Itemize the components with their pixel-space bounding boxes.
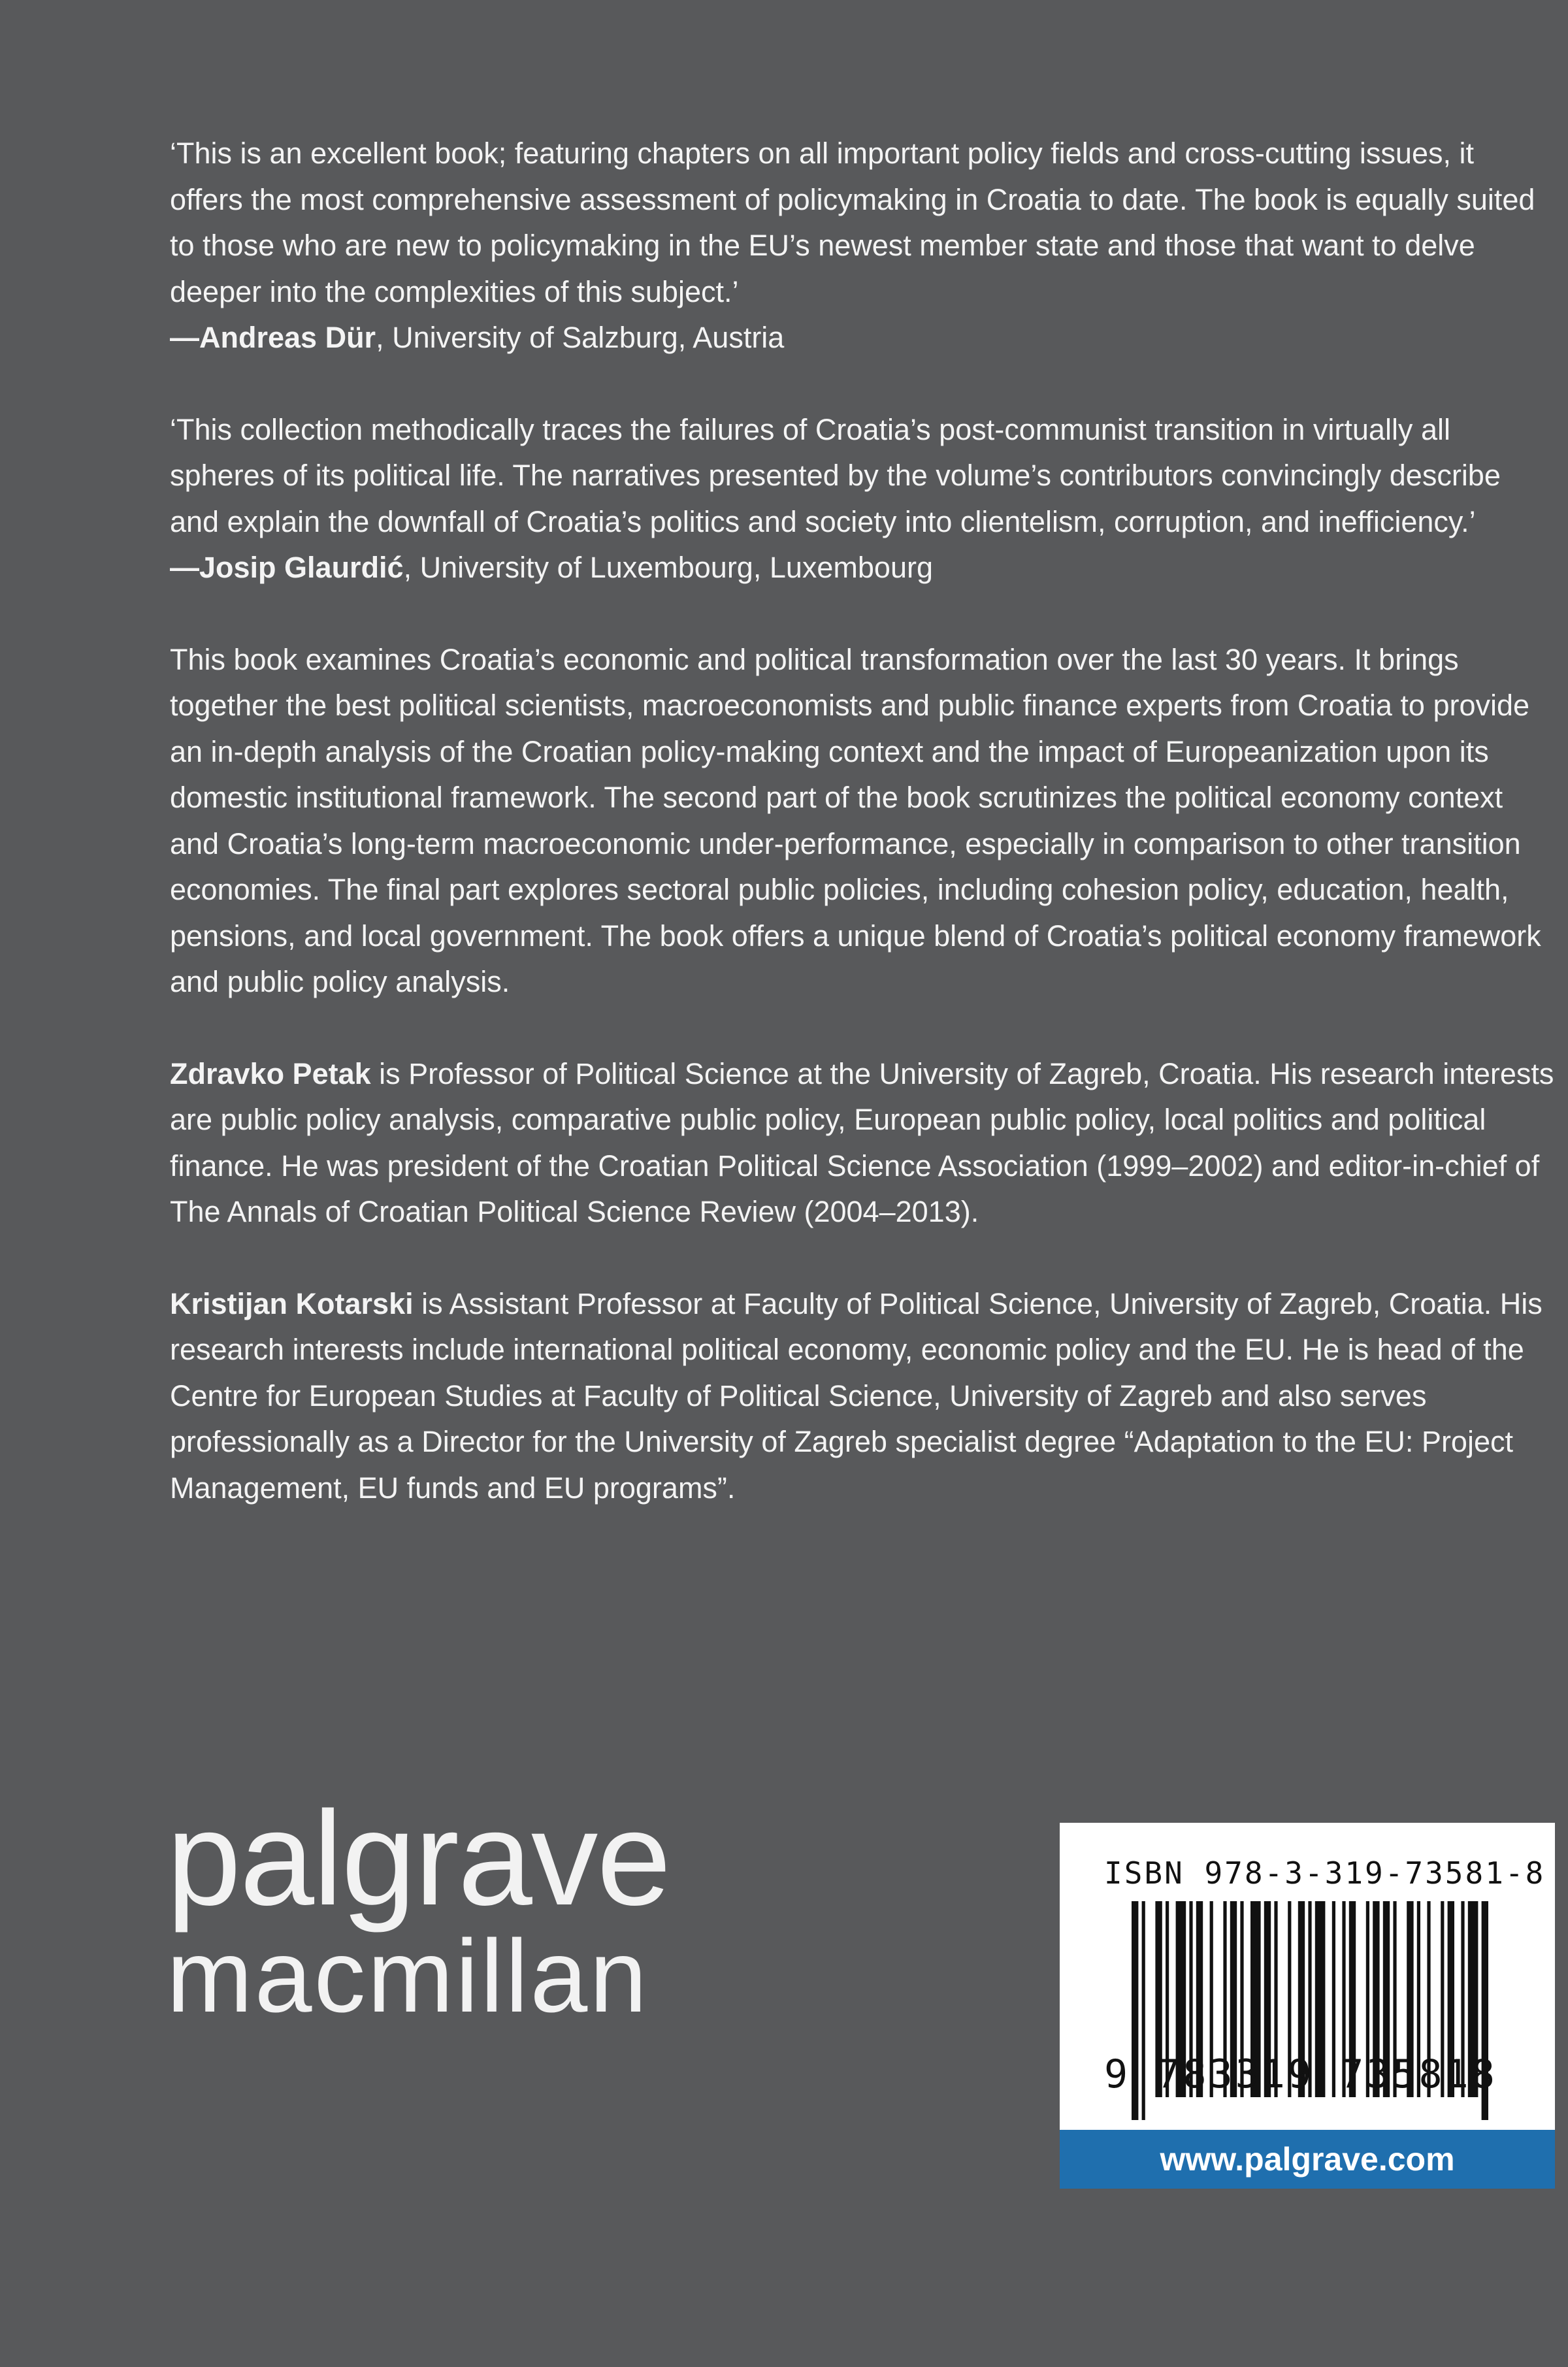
author-bio-1 bbox=[170, 1051, 1555, 1235]
book-description bbox=[170, 637, 1555, 1005]
quote-text: ‘This collection methodically traces the failures of Croatia’s post-communist transition in virtually all spheres of its political life. The narratives presented by the volume’s contributors convincingly describe and explain the downfall of Croatia’s politics and society into clientelism, corruption, and inefficiency.’ bbox=[170, 412, 1501, 538]
quote-text: ‘This is an excellent book; featuring chapters on all important policy fields and cross-cutting issues, it offers the most comprehensive assessment of policymaking in Croatia to date. The book is equally suited to those who are new to policymaking in the EU’s newest member state and those that want to delve deeper into the complexities of this subject.’ bbox=[170, 137, 1535, 308]
author-bio-text bbox=[170, 1051, 1555, 1235]
quote-attribution bbox=[170, 545, 1555, 591]
author-bio: is Assistant Professor at Faculty of Political Science, University of Zagreb, Croatia. His research interests include international political economy, economic policy and the EU. He is head of the Centre for European Studies at Faculty of Political Science, University of Zagreb and also serves professionally as a Director for the University of Zagreb specialist degree “Adaptation to the EU: Project Management, EU funds and EU programs”. bbox=[170, 1286, 1543, 1505]
quote-attribution bbox=[170, 315, 1555, 361]
author-bio-text bbox=[170, 1281, 1555, 1512]
barcode-digits: 9 783319 735818 bbox=[1104, 2051, 1497, 2097]
publisher-logo bbox=[167, 1784, 689, 2034]
quote-affiliation: , University of Salzburg, Austria bbox=[376, 321, 785, 354]
logo-line-palgrave: palgrave bbox=[167, 1784, 670, 1933]
author-bio-2 bbox=[170, 1281, 1555, 1512]
back-cover-text bbox=[170, 131, 1555, 1557]
quote-1 bbox=[170, 131, 1555, 361]
author-name: Kristijan Kotarski bbox=[170, 1286, 414, 1320]
quote-author: —Andreas Dür bbox=[170, 321, 376, 354]
quote-2 bbox=[170, 407, 1555, 591]
isbn-label: ISBN 978-3-319-73581-8 bbox=[1104, 1855, 1546, 1891]
author-bio: is Professor of Political Science at the University of Zagreb, Croatia. His research interests are public policy analysis, comparative public policy, European public policy, local politics and political finance. He was president of the Croatian Political Science Association (1999–2002) and editor-in-chief of The Annals of Croatian Political Science Review (2004–2013). bbox=[170, 1056, 1554, 1228]
quote-author: —Josip Glaurdić bbox=[170, 551, 404, 584]
author-name: Zdravko Petak bbox=[170, 1056, 371, 1090]
description-text: This book examines Croatia’s economic and political transformation over the last 30 years. It brings together the best political scientists, macroeconomists and public finance experts from Croatia to provide an in-depth analysis of the Croatian policy-making context and the impact of Europeanization upon its domestic institutional framework. The second part of the book scrutinizes the political economy context and Croatia’s long-term macroeconomic under-performance, especially in comparison to other transition economies. The final part explores sectoral public policies, including cohesion policy, education, health, pensions, and local government. The book offers a unique blend of Croatia’s political economy framework and public policy analysis. bbox=[170, 642, 1541, 998]
quote-affiliation: , University of Luxembourg, Luxembourg bbox=[403, 551, 933, 584]
logo-line-macmillan: macmillan bbox=[167, 1919, 649, 2034]
publisher-url[interactable]: www.palgrave.com bbox=[1060, 2130, 1555, 2189]
